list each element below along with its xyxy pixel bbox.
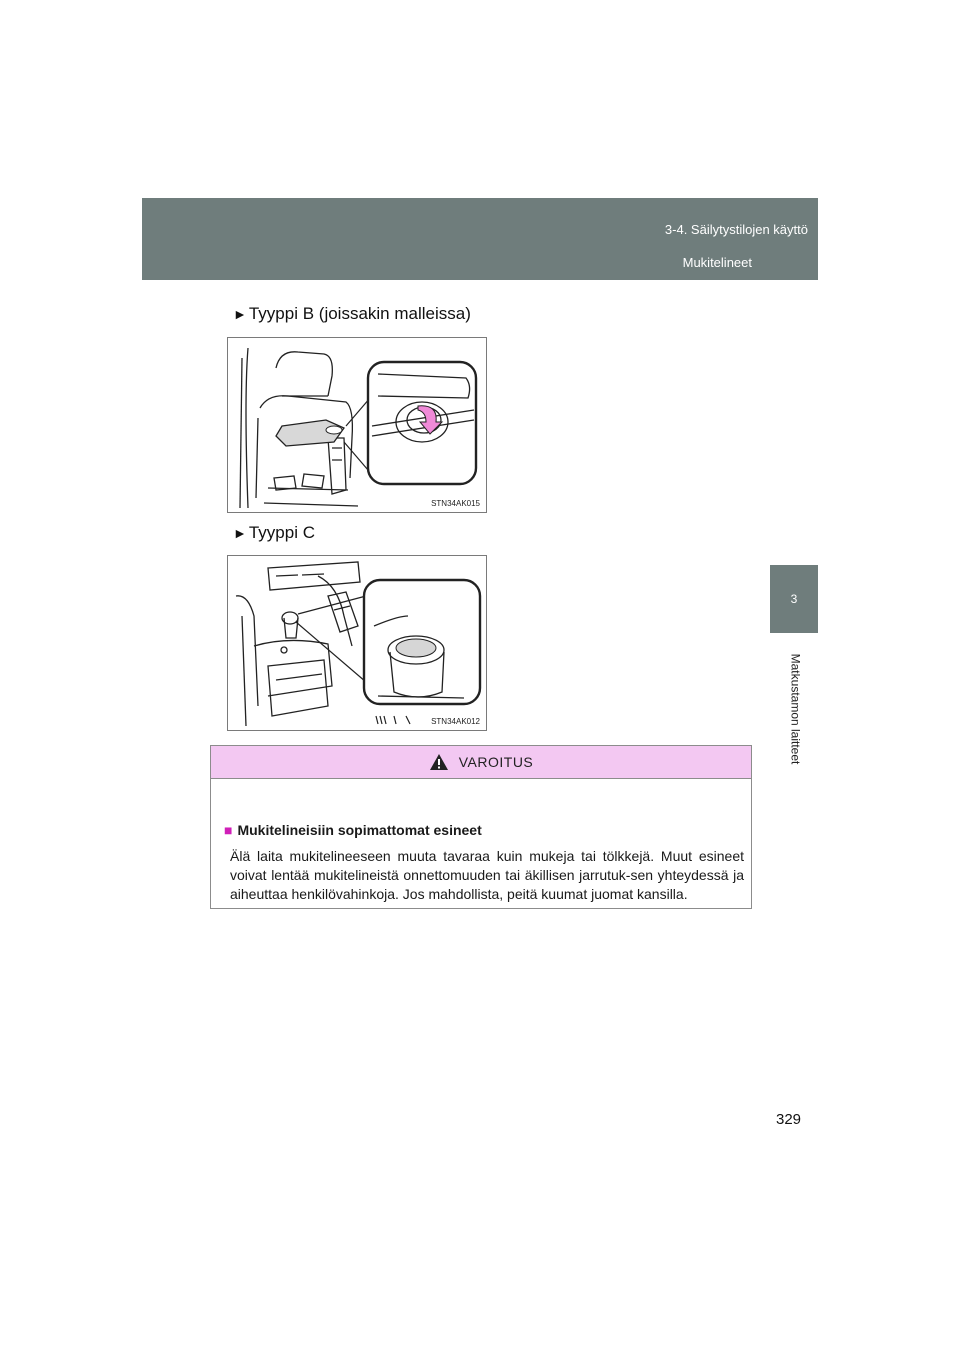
figure-type-c — [227, 555, 487, 731]
console-cupholder-illustration — [228, 556, 486, 730]
page-header — [142, 198, 818, 280]
type-c-heading — [233, 523, 315, 543]
chapter-label-tab — [780, 633, 810, 785]
section-title: 3-4. Säilytystilojen käyttö — [664, 222, 808, 237]
warning-triangle-icon — [429, 753, 449, 771]
figure-code: STN34AK015 — [431, 499, 480, 508]
seat-back-cupholder-illustration — [228, 338, 486, 512]
arrow-right-icon: ► — [233, 306, 247, 322]
type-c-label: Tyyppi C — [248, 523, 315, 542]
figure-code: STN34AK012 — [431, 717, 480, 726]
page-number: 329 — [776, 1111, 802, 1128]
chapter-label: Matkustamon laitteet — [788, 653, 802, 765]
warning-body: Älä laita mukitelineeseen muuta tavaraa kuin mukeja tai tölkkejä. Muut esineet voivat lentää mukitelineistä onnettomuuden tai äkillisen jarrutuk-sen yhteydessä ja aiheuttaa henkilövahinkoja. Jos mahdollista, peitä kuumat juomat kansilla. — [230, 848, 744, 902]
warning-heading: VAROITUS — [458, 754, 534, 770]
chapter-number: 3 — [790, 592, 798, 606]
figure-type-b — [227, 337, 487, 513]
warning-title — [224, 822, 482, 838]
warning-box — [210, 745, 752, 909]
chapter-tab — [770, 565, 818, 633]
type-b-label: Tyyppi B (joissakin malleissa) — [248, 304, 471, 323]
bullet-square-icon: ■ — [224, 822, 233, 838]
warning-header — [211, 746, 751, 779]
arrow-right-icon: ► — [233, 525, 247, 541]
warning-title-text: Mukitelineisiin sopimattomat esineet — [237, 822, 482, 838]
type-b-heading — [233, 304, 471, 324]
page-topic-title: Mukitelineet — [682, 255, 752, 270]
